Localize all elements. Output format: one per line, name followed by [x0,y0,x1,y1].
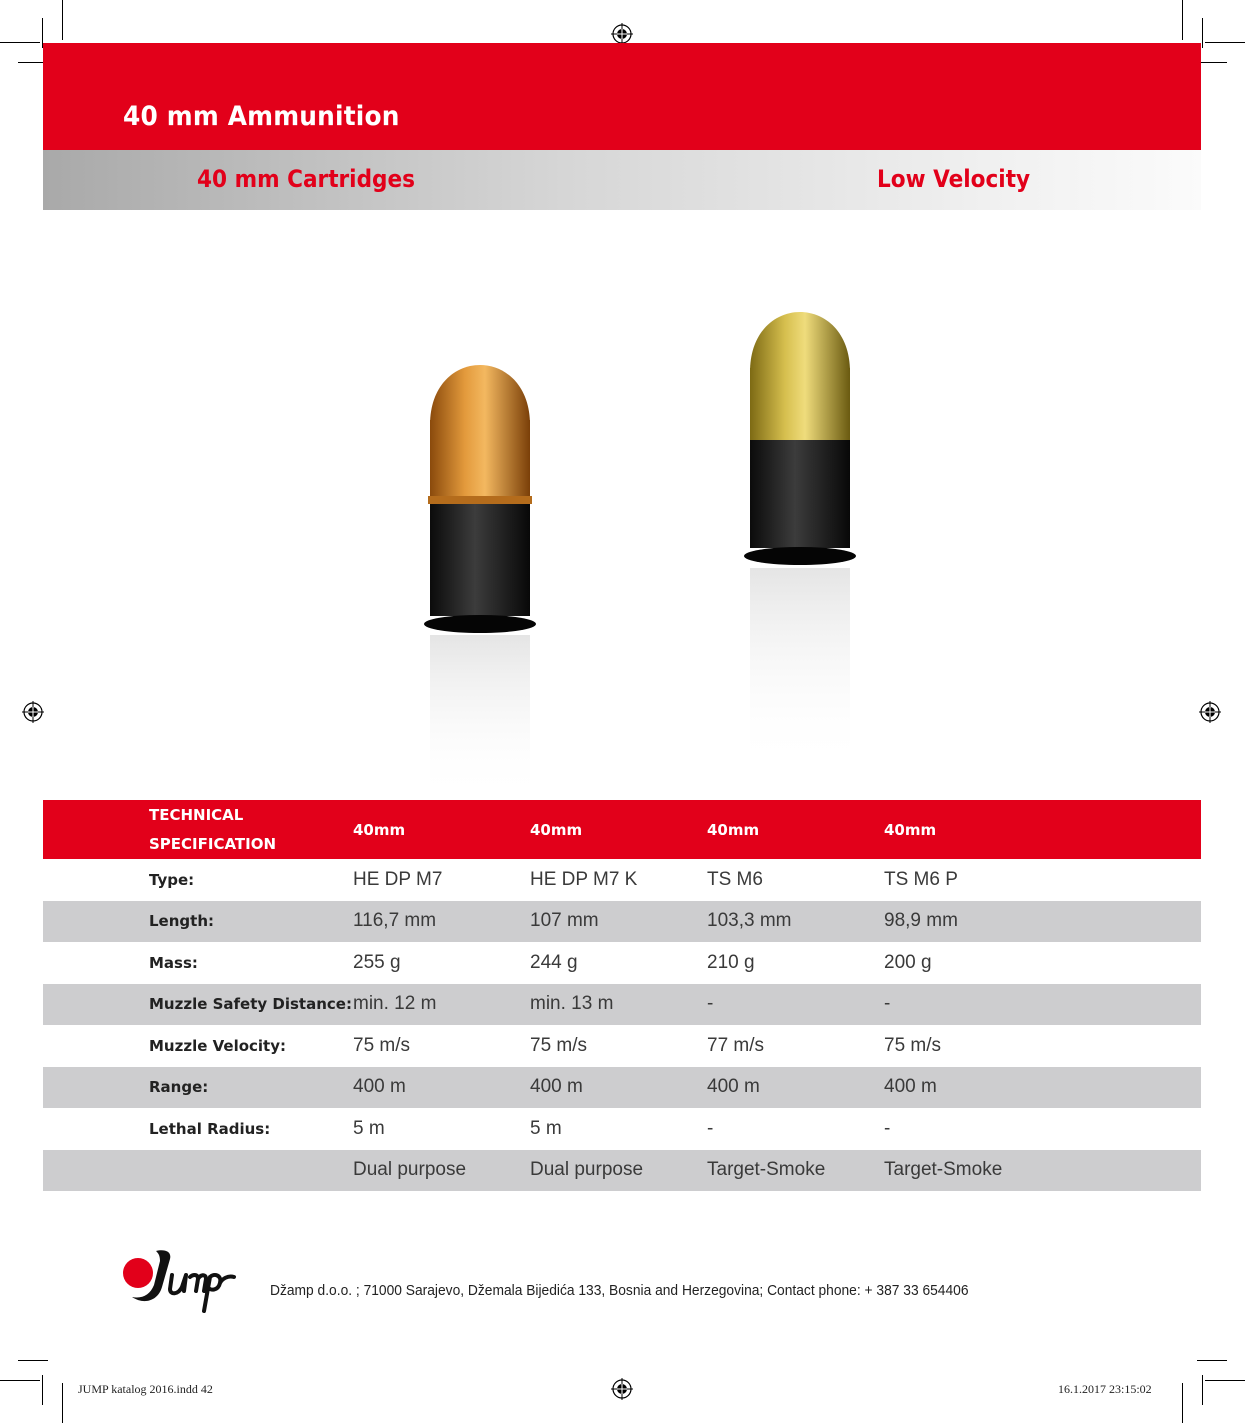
row-label: Range: [43,1067,353,1109]
crop-mark [1205,42,1245,43]
row-label: Mass: [149,953,198,972]
jump-logo [118,1245,258,1315]
table-cell: min. 12 m [353,984,530,1026]
crop-mark [62,1383,63,1423]
header-cell: 40mm [707,800,884,859]
table-cell: 400 m [353,1067,530,1109]
table-row [43,1108,1201,1150]
table-row [43,859,1201,901]
header-cell: 40mm [530,800,707,859]
row-label: Lethal Radius: [149,1119,271,1138]
table-cell: 200 g [884,951,932,973]
table-cell: 210 g [707,951,755,973]
table-cell: - [884,1117,891,1139]
table-cell: 75 m/s [530,1034,588,1056]
crop-mark [62,0,63,40]
title-band [43,43,1201,150]
subtitle-left: 40 mm Cartridges [197,165,416,193]
crop-mark [1197,62,1227,63]
page-title: 40 mm Ammunition [123,101,400,132]
table-cell: TS M6 [707,868,763,890]
row-label: Type: [149,870,195,889]
crop-mark [1182,1383,1183,1423]
table-row [43,1150,1201,1192]
slug-left: JUMP katalog 2016.indd 42 [78,1382,213,1396]
cartridge-right [744,312,856,768]
cartridge-left [424,365,536,800]
crop-mark [1202,18,1203,48]
table-cell: 400 m [884,1067,1201,1109]
crop-mark [1202,1375,1203,1405]
footer-contact: Džamp d.o.o. ; 71000 Sarajevo, Džemala Bijedića 133, Bosnia and Herzegovina; Contact phone: + 387 33 654406 [270,1282,969,1299]
row-label: Length: [43,901,353,943]
table-cell: TS M6 P [884,868,958,890]
crop-mark [0,42,40,43]
row-label [43,1150,353,1192]
table-cell: 5 m [353,1117,385,1139]
table-cell: HE DP M7 [353,868,443,890]
crop-mark [1205,1380,1245,1381]
table-cell: - [884,984,1201,1026]
table-cell: 5 m [530,1117,562,1139]
table-cell: 400 m [530,1067,707,1109]
row-label: Muzzle Velocity: [149,1036,286,1055]
header-cell: 40mm [884,800,1201,859]
crop-mark [0,1380,40,1381]
slug-right: 16.1.2017 23:15:02 [1058,1382,1152,1396]
table-cell: Dual purpose [530,1150,707,1192]
table-cell: 75 m/s [884,1034,942,1056]
table-cell: 103,3 mm [707,901,884,943]
table-cell: 116,7 mm [353,901,530,943]
table-cell: 107 mm [530,901,707,943]
table-cell: 77 m/s [707,1034,765,1056]
table-row [43,1025,1201,1067]
table-row [43,942,1201,984]
registration-mark-icon [611,23,633,45]
crop-mark [18,1360,48,1361]
crop-mark [42,1375,43,1405]
table-cell: min. 13 m [530,984,707,1026]
row-label: Muzzle Safety Distance: [43,984,353,1026]
table-cell: 400 m [707,1067,884,1109]
table-cell: 75 m/s [353,1034,411,1056]
registration-mark-icon [611,1378,633,1400]
table-cell: Target-Smoke [884,1150,1201,1192]
table-cell: 255 g [353,951,401,973]
crop-mark [1197,1360,1227,1361]
table-header-row [43,800,1201,859]
crop-mark [1182,0,1183,40]
registration-mark-icon [22,701,44,723]
table-cell: HE DP M7 K [530,868,638,890]
spec-table [43,800,1201,1191]
header-cell: 40mm [353,800,530,859]
table-cell: Dual purpose [353,1150,530,1192]
table-cell: - [707,984,884,1026]
cartridges-photo [400,300,900,800]
subtitle-right: Low Velocity [877,165,1031,193]
header-cell-label: TECHNICAL SPECIFICATION [43,800,353,859]
table-row [43,984,1201,1026]
subtitle-band [43,150,1201,210]
table-row [43,901,1201,943]
table-cell: 244 g [530,951,578,973]
table-cell: 98,9 mm [884,901,1201,943]
table-cell: Target-Smoke [707,1150,884,1192]
registration-mark-icon [1199,701,1221,723]
table-cell: - [707,1117,714,1139]
table-row [43,1067,1201,1109]
